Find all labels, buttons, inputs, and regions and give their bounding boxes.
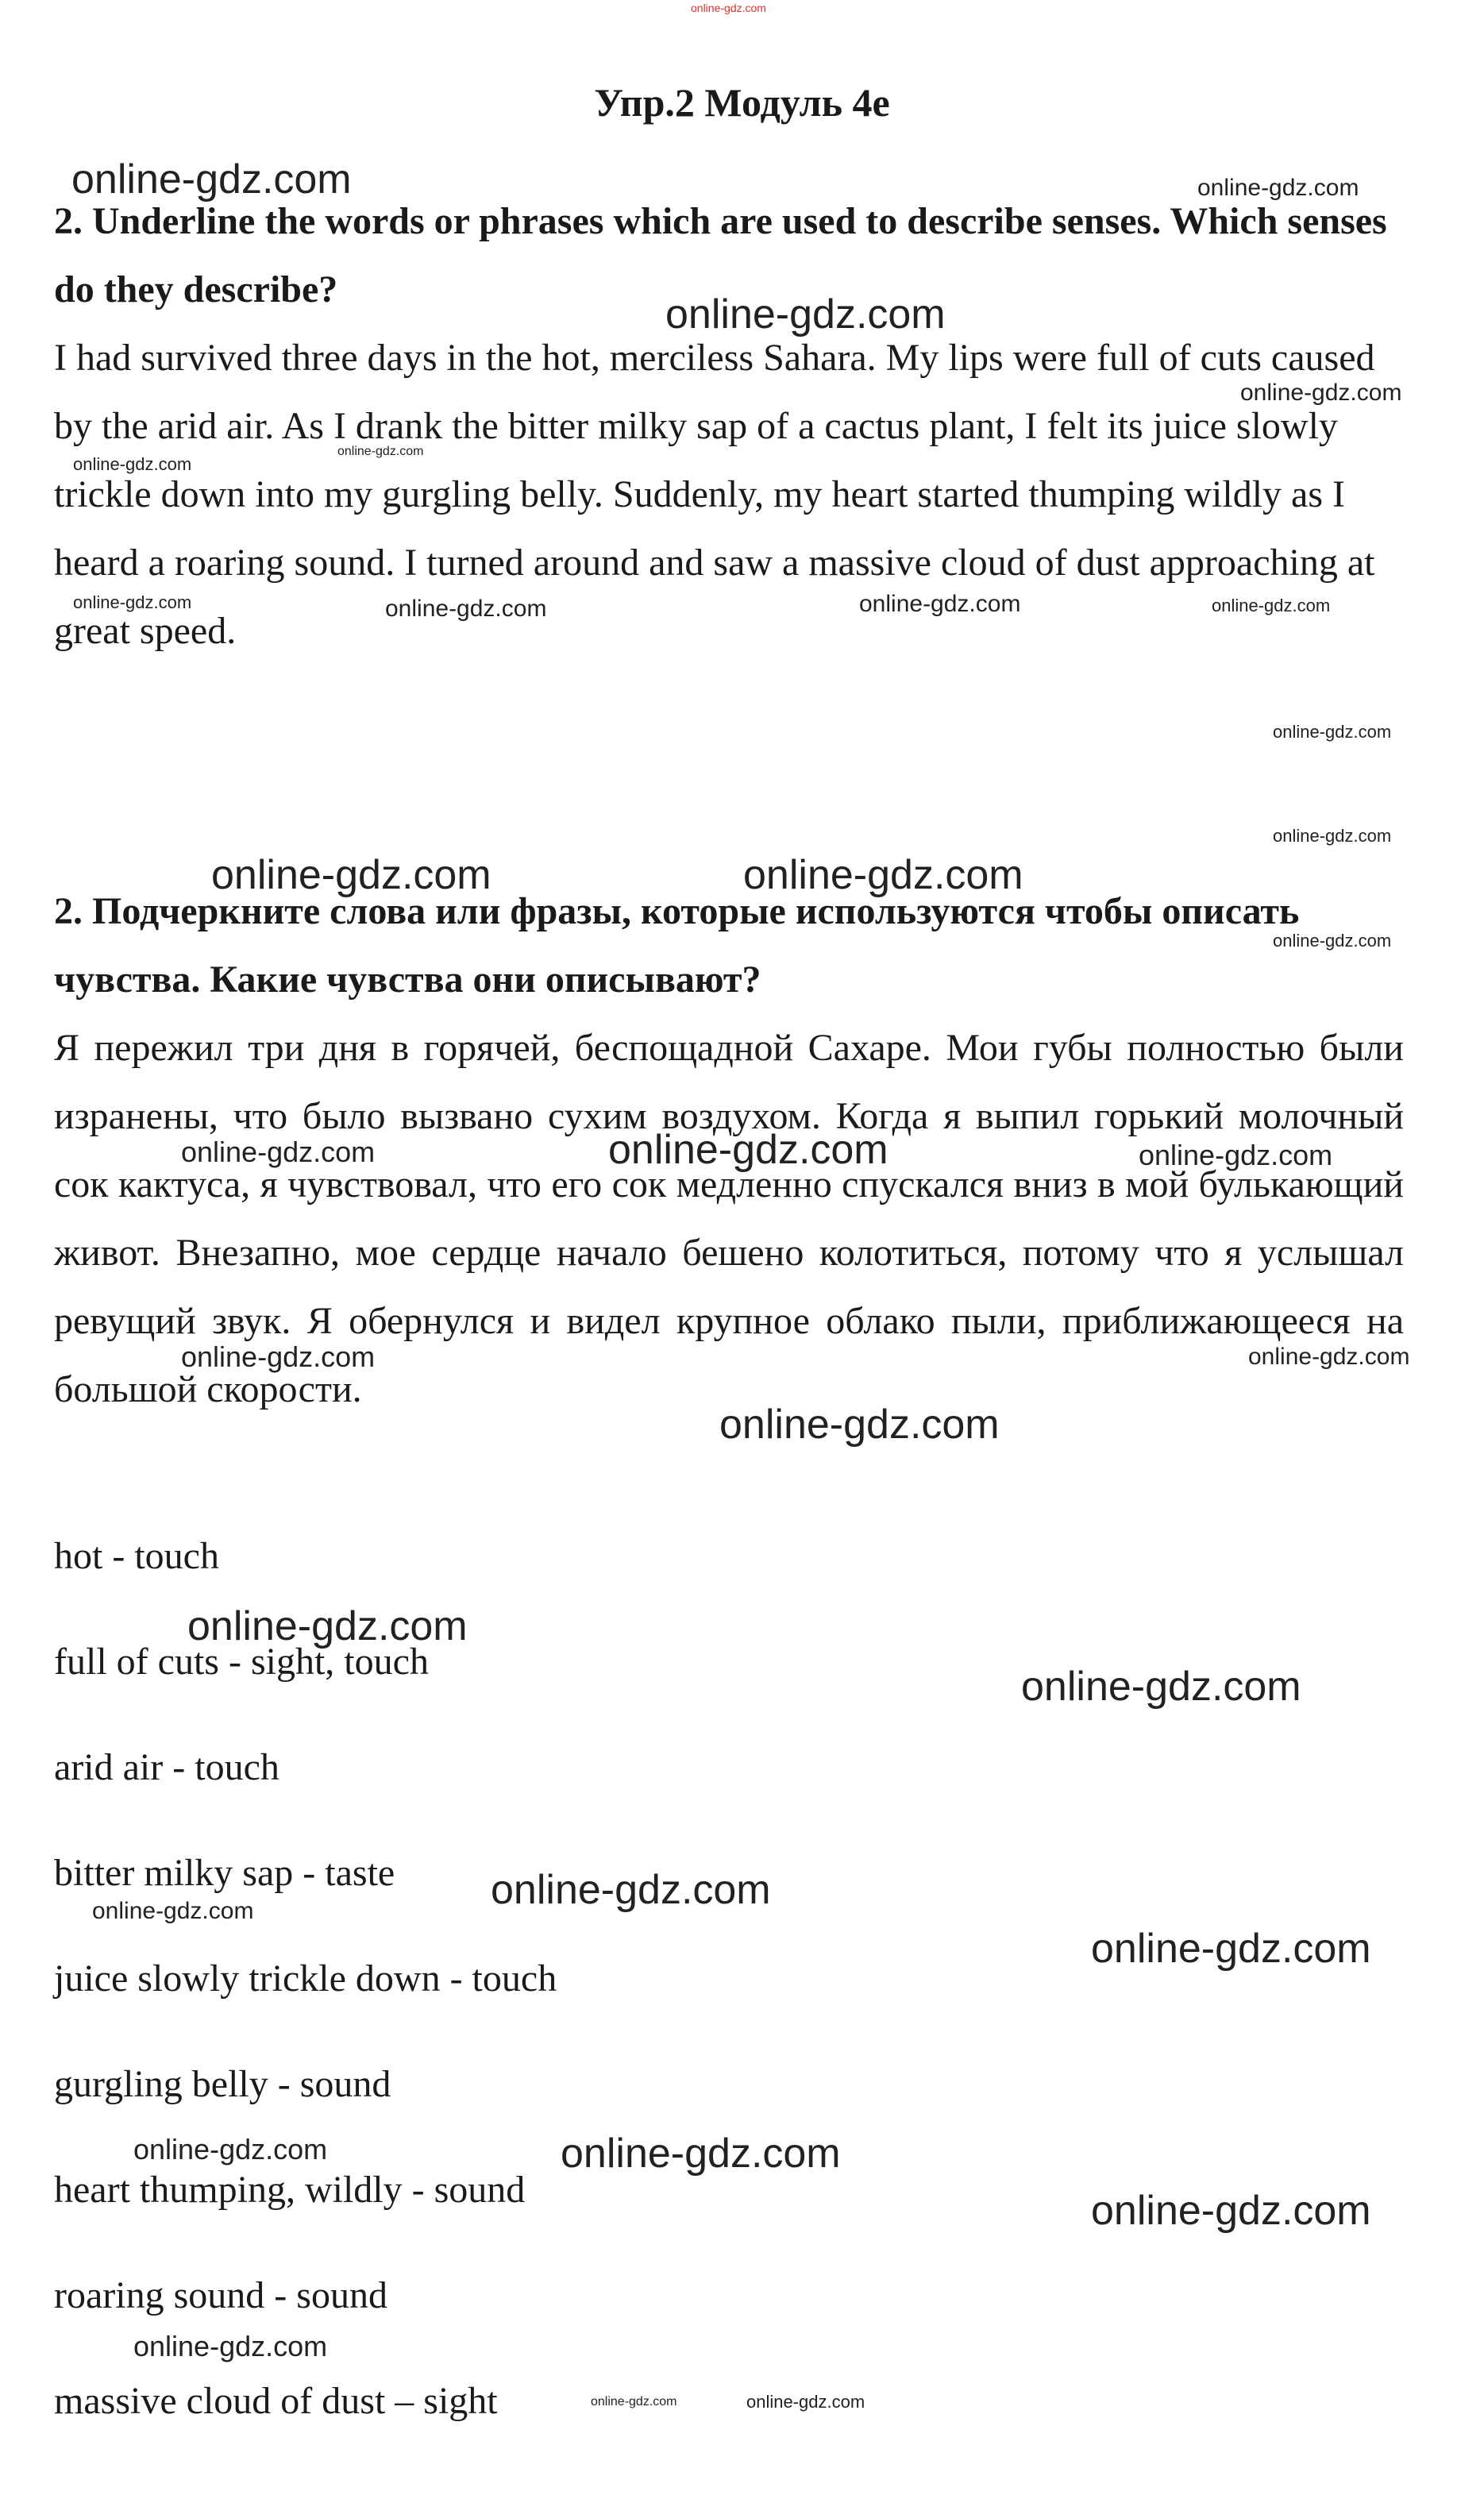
watermark: online-gdz.com [211, 852, 491, 898]
watermark: online-gdz.com [337, 445, 424, 458]
watermark: online-gdz.com [691, 2, 766, 14]
watermark: online-gdz.com [1212, 596, 1331, 615]
watermark: online-gdz.com [859, 591, 1021, 617]
russian-heading: 2. Подчеркните слова или фразы, которые используются чтобы описать чувства. Какие чувства они описывают? [54, 890, 1300, 1001]
russian-section [54, 877, 1404, 1424]
watermark: online-gdz.com [1240, 380, 1402, 406]
english-section [54, 187, 1404, 665]
watermark: online-gdz.com [133, 2133, 328, 2166]
watermark: online-gdz.com [665, 291, 946, 337]
answer-item: gurgling belly - sound [54, 2063, 391, 2105]
answer-item: juice slowly trickle down - touch [54, 1957, 557, 2000]
english-heading: 2. Underline the words or phrases which are used to describe senses. Which senses do they describe? [54, 200, 1387, 310]
answer-list [54, 1534, 1007, 2485]
answer-item: full of cuts - sight, touch [54, 1641, 429, 1683]
russian-text: Я пережил три дня в горячей, беспощадной Сахаре. Мои губы полностью были изранены, что было вызвано сухим воздухом. Когда я выпил горький молочный сок кактуса, я чувствовал, что его сок медленно спускался вниз в мой булькающий живот. Внезапно, мое сердце начало бешено колотиться, потому что я услышал ревущий звук. Я обернулся и видел крупное облако пыли, приближающееся на большой скорости. [54, 1027, 1404, 1410]
answer-item: heart thumping, wildly - sound [54, 2169, 526, 2211]
watermark: online-gdz.com [73, 592, 192, 612]
watermark: online-gdz.com [133, 2330, 328, 2362]
watermark: online-gdz.com [743, 852, 1023, 898]
watermark: online-gdz.com [1021, 1664, 1301, 1710]
watermark: online-gdz.com [73, 454, 192, 474]
watermark: online-gdz.com [92, 1898, 254, 1924]
answer-item: bitter milky sap - taste [54, 1852, 395, 1894]
watermark: online-gdz.com [1091, 1926, 1371, 1972]
page-title: Упр.2 Модуль 4е [594, 80, 890, 125]
watermark: online-gdz.com [71, 156, 352, 202]
watermark: online-gdz.com [591, 2395, 677, 2409]
answer-item: hot - touch [54, 1535, 219, 1577]
watermark: online-gdz.com [1273, 931, 1392, 951]
watermark: online-gdz.com [719, 1402, 1000, 1448]
watermark: online-gdz.com [491, 1867, 771, 1913]
watermark: online-gdz.com [561, 2131, 841, 2177]
watermark: online-gdz.com [181, 1136, 376, 1168]
watermark: online-gdz.com [1197, 175, 1359, 201]
english-text: I had survived three days in the hot, merciless Sahara. My lips were full of cuts caused by the arid air. As I drank the bitter milky sap of a cactus plant, I felt its juice slowly trickle down into my gurgling belly. Suddenly, my heart started thumping wildly as I heard a roaring sound. I turned around and saw a massive cloud of dust approaching at great speed. [54, 337, 1375, 652]
watermark: online-gdz.com [746, 2392, 865, 2412]
watermark: online-gdz.com [1248, 1344, 1410, 1370]
answer-item: massive cloud of dust – sight [54, 2380, 498, 2422]
watermark: online-gdz.com [1273, 722, 1392, 742]
watermark: online-gdz.com [187, 1603, 468, 1649]
watermark: online-gdz.com [1091, 2188, 1371, 2234]
watermark: online-gdz.com [385, 596, 547, 622]
watermark: online-gdz.com [608, 1127, 888, 1173]
watermark: online-gdz.com [1273, 826, 1392, 846]
answer-item: roaring sound - sound [54, 2274, 387, 2316]
answer-item: arid air - touch [54, 1746, 279, 1788]
watermark: online-gdz.com [181, 1340, 376, 1373]
watermark: online-gdz.com [1139, 1139, 1333, 1171]
